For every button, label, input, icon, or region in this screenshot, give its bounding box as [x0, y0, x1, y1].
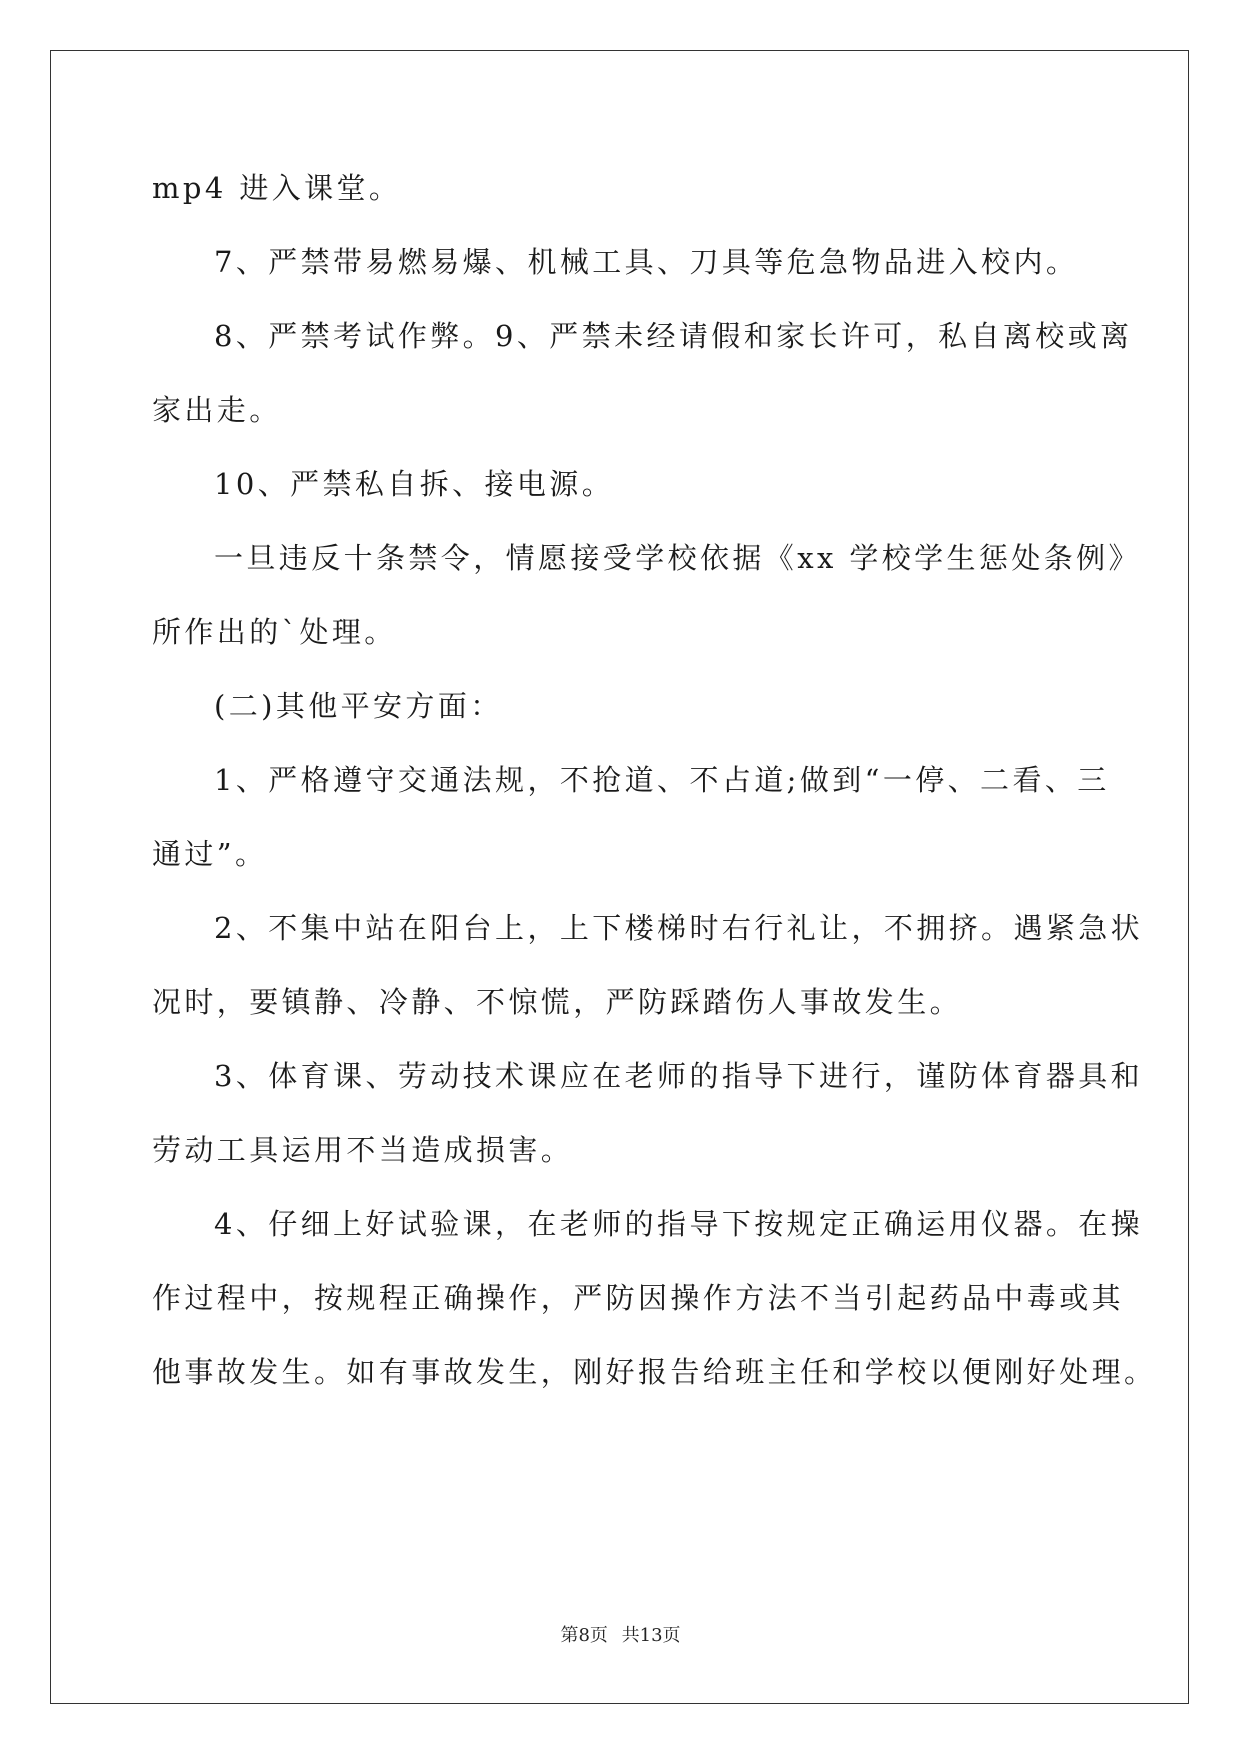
text-line: mp4 进入课堂。: [152, 171, 402, 205]
text-line: 4、仔细上好试验课，在老师的指导下按规定正确运用仪器。在操: [214, 1207, 1144, 1241]
text-line: 10、严禁私自拆、接电源。: [214, 467, 615, 501]
text-line: 3、体育课、劳动技术课应在老师的指导下进行，谨防体育器具和: [214, 1059, 1144, 1093]
text-line: 作过程中，按规程正确操作，严防因操作方法不当引起药品中毒或其: [152, 1281, 1125, 1315]
text-line: 1、严格遵守交通法规，不抢道、不占道;做到“一停、二看、三: [214, 763, 1110, 797]
text-line: 一旦违反十条禁令，情愿接受学校依据《xx 学校学生惩处条例》: [214, 541, 1141, 575]
text-line: 通过”。: [152, 837, 268, 871]
text-line: 8、严禁考试作弊。9、严禁未经请假和家长许可，私自离校或离: [214, 319, 1133, 353]
text-line: 他事故发生。如有事故发生，刚好报告给班主任和学校以便刚好处理。: [152, 1355, 1157, 1389]
page-total: 共13页: [621, 1625, 681, 1646]
text-line: 家出走。: [152, 393, 282, 427]
page-footer: [0, 1621, 1241, 1647]
page-number: 第8页: [560, 1625, 608, 1646]
page-border: [50, 50, 1189, 1704]
section-heading: (二)其他平安方面：: [214, 689, 503, 723]
text-line: 2、不集中站在阳台上，上下楼梯时右行礼让，不拥挤。遇紧急状: [214, 911, 1144, 945]
text-line: 所作出的`处理。: [152, 615, 397, 649]
text-line: 7、严禁带易燃易爆、机械工具、刀具等危急物品进入校内。: [214, 245, 1079, 279]
text-line: 况时，要镇静、冷静、不惊慌，严防踩踏伤人事故发生。: [152, 985, 963, 1019]
text-line: 劳动工具运用不当造成损害。: [152, 1133, 574, 1167]
